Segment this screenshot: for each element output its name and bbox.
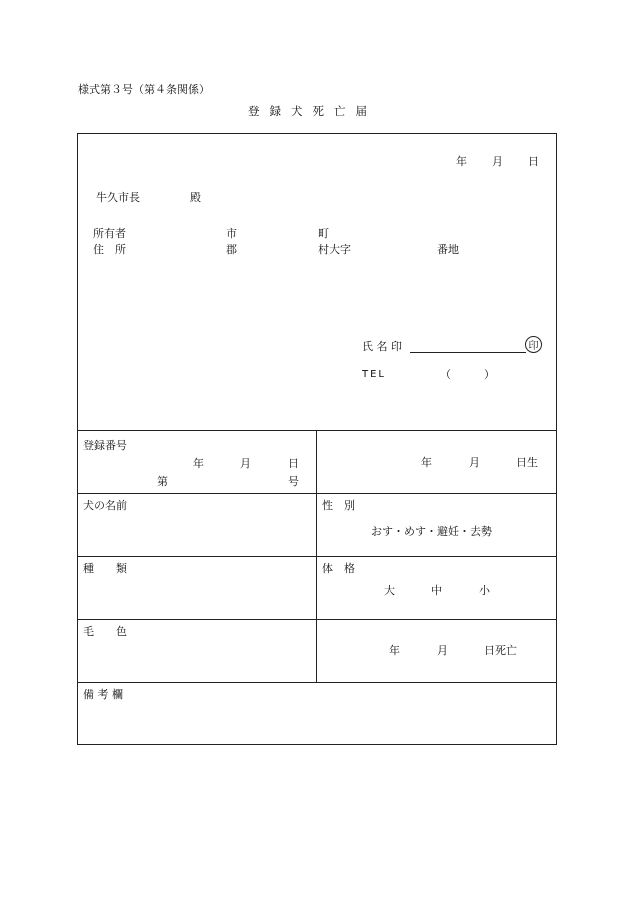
coat-color-label: 毛 色 bbox=[83, 625, 127, 638]
owner-label-line2: 住 所 bbox=[93, 243, 126, 256]
divider-row-2 bbox=[77, 556, 557, 557]
death-month: 月 bbox=[437, 644, 448, 657]
registration-dai: 第 bbox=[157, 475, 168, 488]
divider-top-section bbox=[77, 430, 557, 431]
date-month: 月 bbox=[492, 155, 503, 168]
registration-month: 月 bbox=[240, 457, 251, 470]
date-year: 年 bbox=[456, 155, 467, 168]
address-mura-oaza: 村大字 bbox=[318, 243, 351, 256]
form-title: 登録犬死亡届 bbox=[248, 104, 377, 118]
registration-year: 年 bbox=[193, 457, 204, 470]
owner-label-line1: 所有者 bbox=[93, 227, 126, 240]
divider-row-3 bbox=[77, 619, 557, 620]
sex-label: 性 別 bbox=[322, 499, 355, 512]
addressee-mayor: 牛久市長 bbox=[96, 191, 140, 204]
tel-label: TEL bbox=[362, 369, 386, 380]
signature-underline bbox=[410, 352, 526, 353]
address-banchi: 番地 bbox=[437, 243, 459, 256]
address-shi: 市 bbox=[226, 227, 237, 240]
seal-mark: 印 bbox=[525, 336, 542, 353]
body-size-medium: 中 bbox=[431, 584, 442, 597]
addressee-honorific: 殿 bbox=[190, 191, 201, 204]
sex-options: おす・めす・避妊・去勢 bbox=[371, 525, 492, 538]
breed-label: 種 類 bbox=[83, 562, 127, 575]
divider-row-4 bbox=[77, 682, 557, 683]
birth-month: 月 bbox=[469, 456, 480, 469]
body-size-label: 体 格 bbox=[322, 562, 355, 575]
address-gun: 郡 bbox=[226, 243, 237, 256]
address-machi: 町 bbox=[318, 227, 329, 240]
body-size-small: 小 bbox=[479, 584, 490, 597]
registration-day: 日 bbox=[288, 457, 299, 470]
remarks-label: 備 考 欄 bbox=[83, 688, 123, 701]
dog-name-label: 犬の名前 bbox=[83, 499, 127, 512]
divider-row-1 bbox=[77, 493, 557, 494]
registration-go: 号 bbox=[288, 475, 299, 488]
divider-column bbox=[316, 430, 317, 683]
death-day: 日死亡 bbox=[484, 644, 517, 657]
signature-label: 氏 名 印 bbox=[362, 340, 402, 353]
birth-year: 年 bbox=[421, 456, 432, 469]
tel-parens: （ ） bbox=[440, 368, 495, 381]
body-size-large: 大 bbox=[384, 584, 395, 597]
registration-label: 登録番号 bbox=[83, 439, 127, 452]
date-day: 日 bbox=[528, 155, 539, 168]
death-year: 年 bbox=[389, 644, 400, 657]
birth-day: 日生 bbox=[516, 456, 538, 469]
form-number: 様式第３号（第４条関係） bbox=[78, 83, 210, 96]
